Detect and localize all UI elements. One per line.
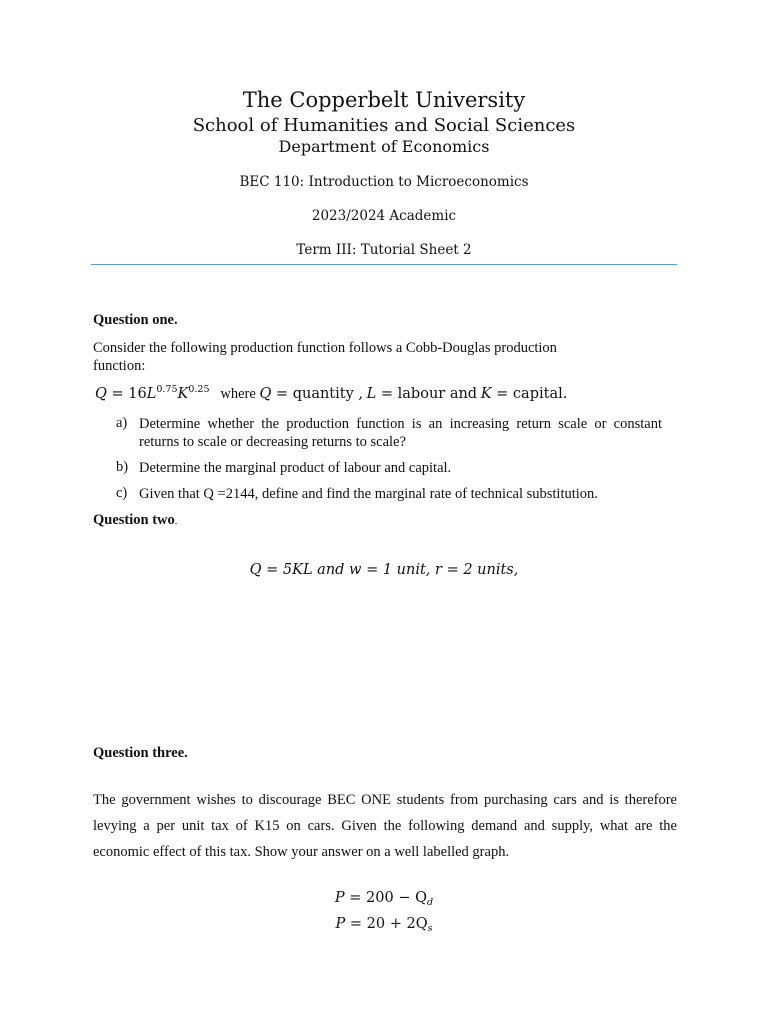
supply-subscript: s: [427, 923, 433, 934]
supply-p-symbol: P: [335, 916, 346, 932]
eq-coefficient: = 16: [106, 386, 147, 402]
department-name: Department of Economics: [278, 137, 490, 156]
demand-equation: [0, 890, 768, 908]
demand-rhs: = 200 − Q: [344, 890, 427, 906]
school-name: School of Humanities and Social Sciences: [192, 115, 576, 136]
university-name: The Copperbelt University: [242, 88, 526, 112]
question-two-heading: [93, 512, 177, 529]
question-two-heading-text: Question two: [93, 512, 175, 528]
eq-q-symbol: Q: [95, 386, 107, 402]
production-function-equation: [95, 384, 567, 403]
def-l-symbol: L: [366, 386, 377, 402]
eq-where: where: [220, 386, 256, 402]
demand-p-symbol: P: [334, 890, 345, 906]
supply-equation: [0, 916, 768, 934]
demand-subscript: d: [426, 897, 434, 908]
def-q-text: = quantity ,: [271, 386, 364, 402]
list-item-text: Determine whether the production function is an increasing return scale or constant returns to scale or decreasing returns to scale?: [139, 416, 662, 450]
list-item-text: Given that Q =2144, define and find the marginal rate of technical substitution.: [139, 486, 598, 502]
def-q-symbol: Q: [259, 386, 272, 402]
list-item-text: Determine the marginal product of labour and capital.: [139, 460, 452, 476]
list-item-label: b): [116, 459, 129, 475]
academic-year: 2023/2024 Academic: [311, 208, 457, 224]
eq-k-symbol: K: [177, 386, 189, 402]
question-two-heading-dot: .: [174, 516, 178, 527]
list-item: [116, 459, 662, 477]
list-item: [116, 415, 662, 451]
course-title: BEC 110: Introduction to Microeconomics: [239, 174, 529, 190]
question-one-intro-line2: function:: [93, 358, 146, 374]
question-three-heading: Question three.: [93, 745, 188, 761]
list-item-label: c): [116, 485, 128, 501]
question-two-equation: Q = 5KL and w = 1 unit, r = 2 units,: [249, 562, 519, 578]
def-k-symbol: K: [480, 386, 492, 402]
question-one-heading: Question one.: [93, 312, 178, 328]
question-one-intro-line1: Consider the following production function follows a Cobb-Douglas production: [93, 340, 557, 356]
eq-l-exponent: 0.75: [156, 384, 178, 395]
list-item: [116, 485, 662, 503]
eq-l-symbol: L: [146, 386, 157, 402]
sheet-title: Term III: Tutorial Sheet 2: [296, 242, 472, 258]
eq-k-exponent: 0.25: [188, 384, 210, 395]
def-k-text: = capital.: [491, 386, 568, 402]
def-l-text: = labour and: [376, 386, 478, 402]
list-item-label: a): [116, 415, 128, 431]
supply-rhs: = 20 + 2Q: [345, 916, 428, 932]
question-three-paragraph: The government wishes to discourage BEC ONE students from purchasing cars and is therefore levying a per unit tax of K15 on cars. Given the following demand and supply, what are the economic effect of this tax. Show your answer on a well labelled graph.: [93, 792, 677, 860]
header-divider: [91, 264, 677, 265]
